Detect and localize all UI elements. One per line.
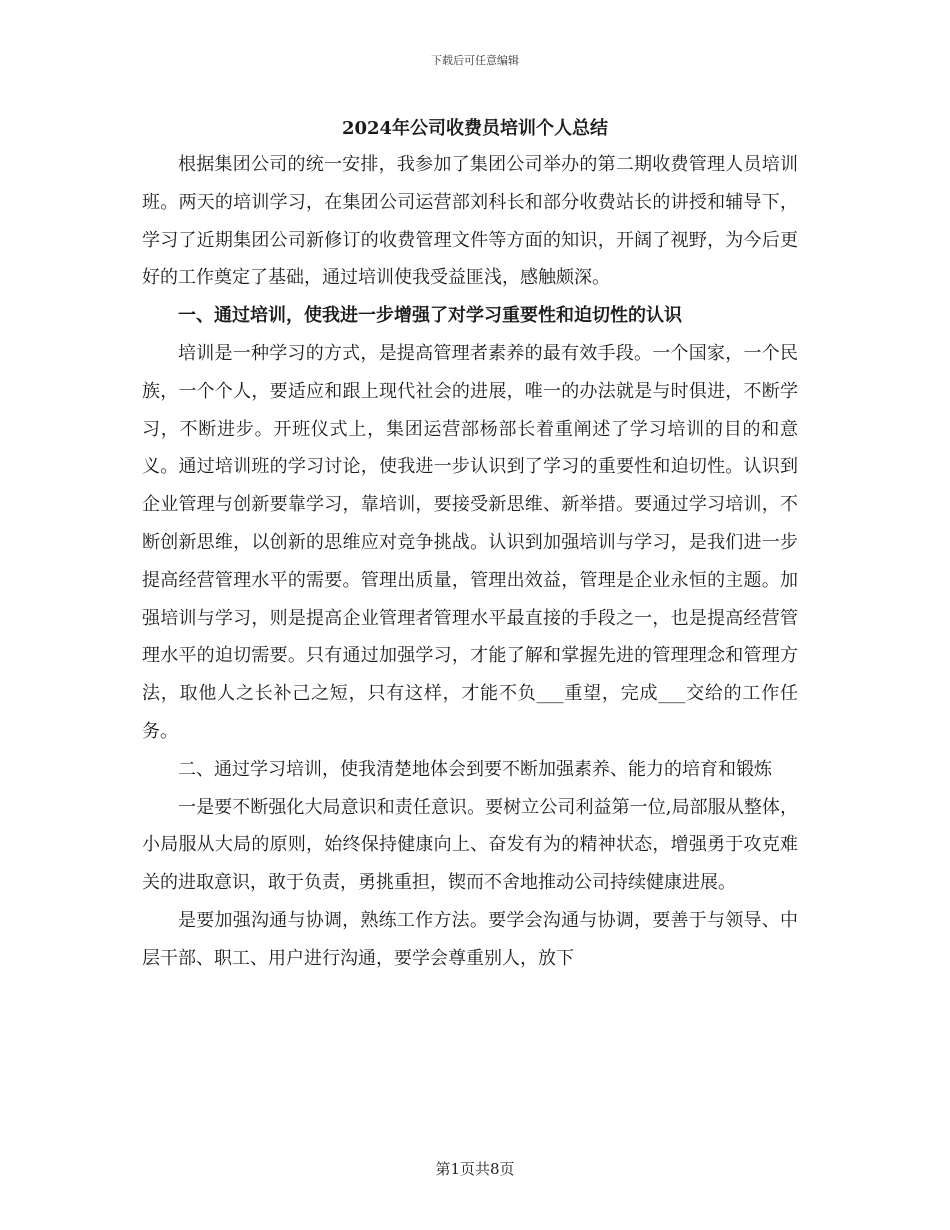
document-title: 2024年公司收费员培训个人总结 [341, 118, 609, 139]
document-body [142, 146, 798, 978]
paragraph-section-1: 培训是一种学习的方式，是提高管理者素养的最有效手段。一个国家，一个民族，一个个人，要适应和跟上现代社会的进展，唯一的办法就是与时俱进，不断学习，不断进步。开班仪式上，集团运营部杨部长着重阐述了学习培训的目的和意义。通过培训班的学习讨论，使我进一步认识到了学习的重要性和迫切性。认识到企业管理与创新要靠学习，靠培训，要接受新思维、新举措。要通过学习培训，不断创新思维，以创新的思维应对竞争挑战。认识到加强培训与学习，是我们进一步提高经营管理水平的需要。管理出质量，管理出效益，管理是企业永恒的主题。加强培训与学习，则是提高企业管理者管理水平最直接的手段之一，也是提高经营管理水平的迫切需要。只有通过加强学习，才能了解和掌握先进的管理理念和管理方法，取他人之长补己之短，只有这样，才能不负___重望，完成___交给的工作任务。 [142, 342, 798, 742]
header-note: 下载后可任意编辑 [431, 54, 519, 67]
section-heading-2: 二、通过学习培训，使我清楚地体会到要不断加强素养、能力的培育和锻炼 [178, 758, 772, 780]
paragraph-point-2: 是要加强沟通与协调，熟练工作方法。要学会沟通与协调，要善于与领导、中层干部、职工、用户进行沟通，要学会尊重别人，放下 [142, 909, 798, 969]
section-heading-1: 一、通过培训，使我进一步增强了对学习重要性和迫切性的认识 [178, 305, 682, 327]
page-number: 第1页共8页 [435, 1160, 515, 1178]
paragraph-intro: 根据集团公司的统一安排，我参加了集团公司举办的第二期收费管理人员培训班。两天的培训学习，在集团公司运营部刘科长和部分收费站长的讲授和辅导下，学习了近期集团公司新修订的收费管理文件等方面的知识，开阔了视野，为今后更好的工作奠定了基础，通过培训使我受益匪浅，感触颇深。 [142, 154, 798, 289]
paragraph-point-1: 一是要不断强化大局意识和责任意识。要树立公司利益第一位,局部服从整体，小局服从大局的原则，始终保持健康向上、奋发有为的精神状态，增强勇于攻克难关的进取意识，敢于负责，勇挑重担，锲而不舍地推动公司持续健康进展。 [142, 796, 798, 894]
